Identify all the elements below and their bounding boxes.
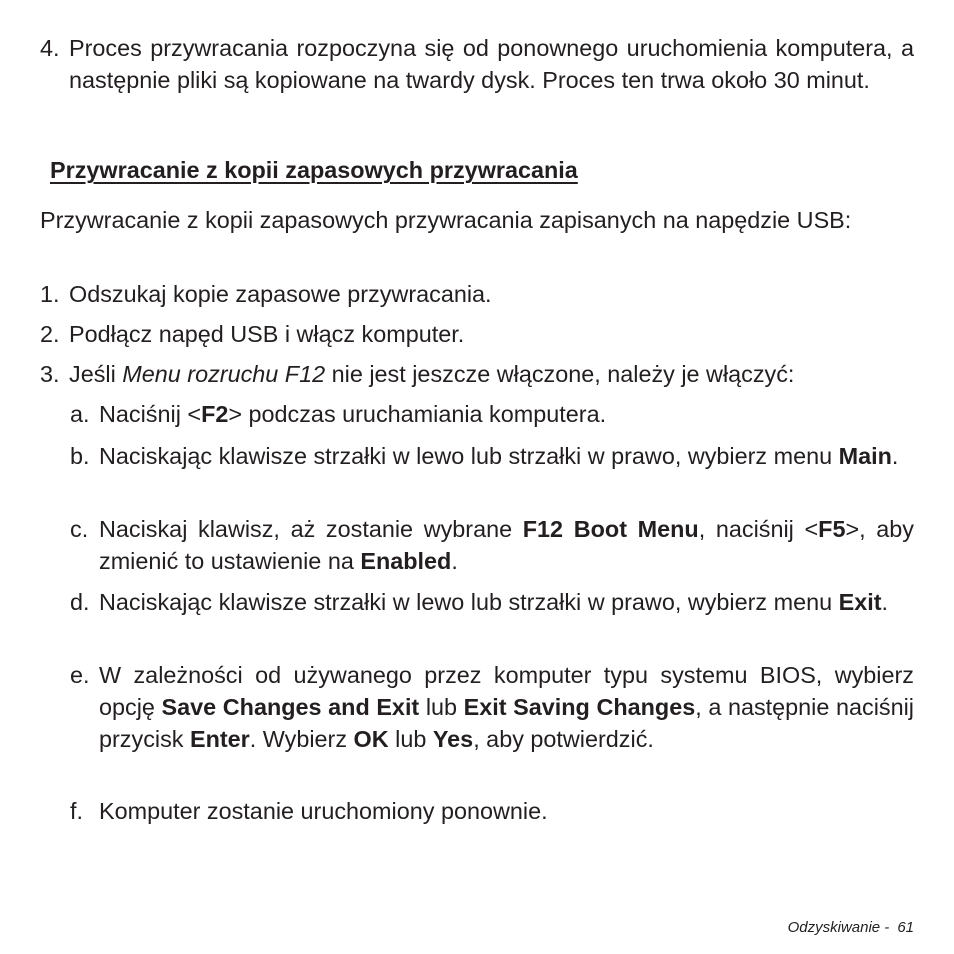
key-name: F5 <box>818 516 846 542</box>
step-number: 3. <box>40 361 60 387</box>
step-1 <box>40 278 914 310</box>
substep-text: Naciskaj klawisz, aż zostanie wybrane F12 Boot Menu, naciśnij <F5>, aby zmienić to ustawienie na Enabled. <box>99 516 914 574</box>
option-name: F12 Boot Menu <box>522 516 699 542</box>
step-text: Jeśli Menu rozruchu F12 nie jest jeszcze włączone, należy je włączyć: <box>69 361 795 387</box>
step-number: 1. <box>40 281 60 307</box>
intro-paragraph <box>40 204 914 236</box>
substep-text: Komputer zostanie uruchomiony ponownie. <box>99 798 548 824</box>
key-name: Enter <box>189 726 250 752</box>
step-4 <box>40 32 914 96</box>
section-heading: Przywracanie z kopii zapasowych przywracania <box>50 157 578 183</box>
substep-letter: b. <box>70 443 90 469</box>
substep-d <box>70 586 914 618</box>
setting-value: Enabled <box>360 548 452 574</box>
step-text: Proces przywracania rozpoczyna się od ponownego uruchomienia komputera, a następnie pliki są kopiowane na twardy dysk. Proces ten trwa około 30 minut. <box>69 35 914 93</box>
step-number: 4. <box>40 35 60 61</box>
step-2 <box>40 318 914 350</box>
choice-name: Yes <box>432 726 474 752</box>
step-number: 2. <box>40 321 60 347</box>
substep-f <box>70 795 914 827</box>
option-name: Exit Saving Changes <box>463 694 696 720</box>
step-3 <box>40 358 914 390</box>
substep-b <box>70 440 914 472</box>
substep-text: Naciskając klawisze strzałki w lewo lub strzałki w prawo, wybierz menu Exit. <box>99 589 889 615</box>
substep-a <box>70 398 914 430</box>
substep-e <box>70 659 914 755</box>
choice-name: OK <box>353 726 389 752</box>
substep-c <box>70 513 914 577</box>
substep-letter: d. <box>70 589 90 615</box>
intro-text: Przywracanie z kopii zapasowych przywracania zapisanych na napędzie USB: <box>40 207 852 233</box>
menu-name: Menu rozruchu F12 <box>122 361 326 387</box>
footer-section: Odzyskiwanie - <box>787 919 890 936</box>
step-text: Podłącz napęd USB i włącz komputer. <box>69 321 465 347</box>
substep-letter: e. <box>70 662 90 688</box>
substep-text: W zależności od używanego przez komputer typu systemu BIOS, wybierz opcję Save Changes and Exit lub Exit Saving Changes, a następnie naciśnij przycisk Enter. Wybierz OK lub Yes, aby potwierdzić. <box>99 662 914 752</box>
page-number: 61 <box>897 919 914 936</box>
option-name: Save Changes and Exit <box>161 694 420 720</box>
page-footer <box>788 918 914 938</box>
menu-name: Main <box>838 443 892 469</box>
substep-letter: c. <box>70 516 89 542</box>
substep-letter: f. <box>70 798 83 824</box>
substep-letter: a. <box>70 401 90 427</box>
step-text: Odszukaj kopie zapasowe przywracania. <box>69 281 492 307</box>
menu-name: Exit <box>838 589 882 615</box>
substep-text: Naciskając klawisze strzałki w lewo lub strzałki w prawo, wybierz menu Main. <box>99 443 899 469</box>
substep-text: Naciśnij <F2> podczas uruchamiania komputera. <box>99 401 607 427</box>
key-name: F2 <box>201 401 229 427</box>
